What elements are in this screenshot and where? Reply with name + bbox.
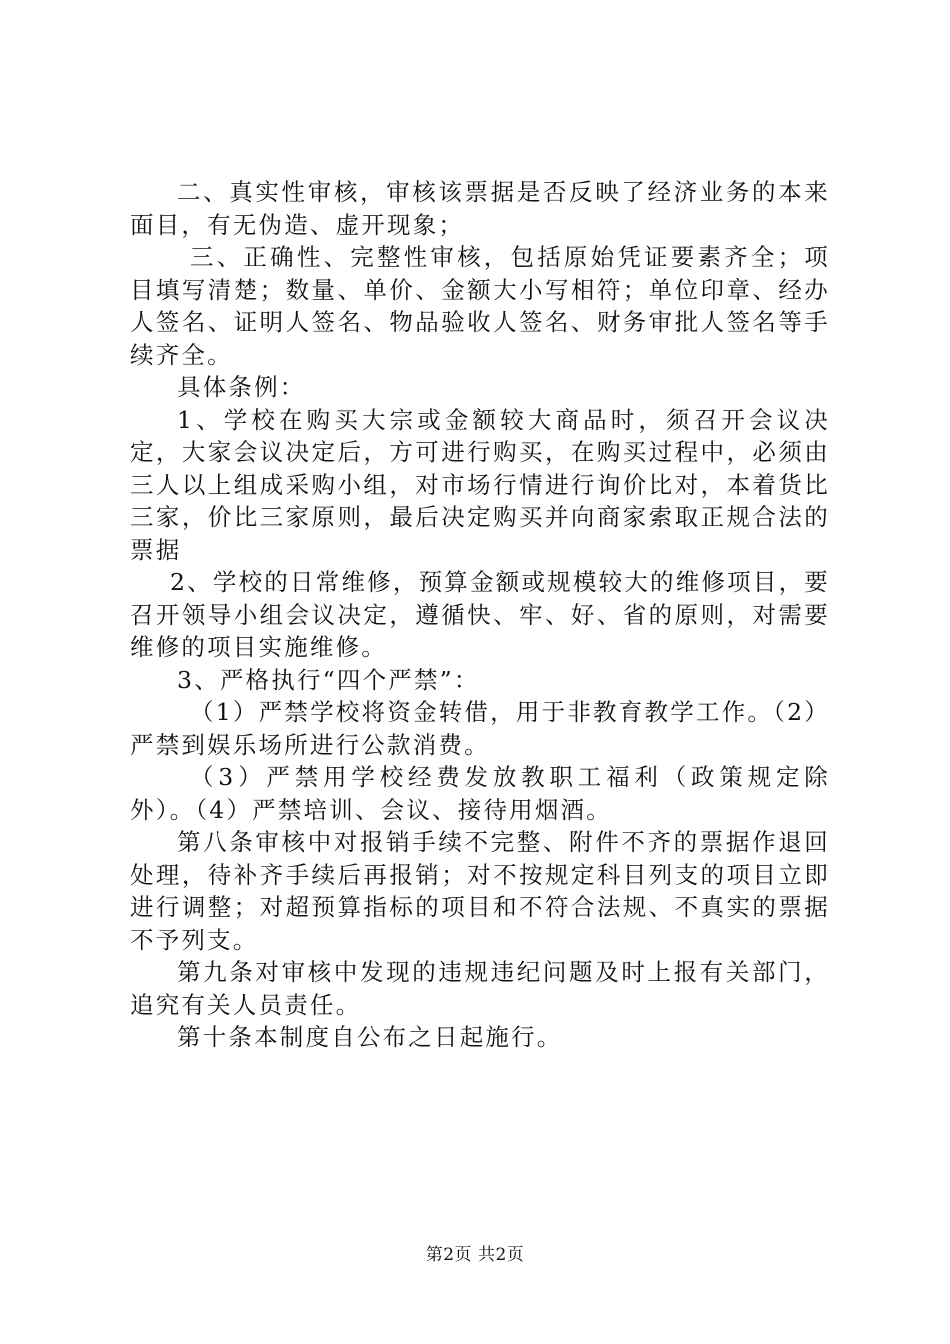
paragraph-rule-1-purchasing: 1、学校在购买大宗或金额较大商品时，须召开会议决定，大家会议决定后，方可进行购买，在购买过程中，必须由三人以上组成采购小组，对市场行情进行询价比对，本着货比三家，价比三家原则，最后决定购买并向商家索取正规合法的票据 xyxy=(130,405,830,564)
paragraph-article-10: 第十条本制度自公布之日起施行。 xyxy=(177,1023,563,1051)
paragraph-rule-2-maintenance: 2、学校的日常维修，预算金额或规模较大的维修项目，要召开领导小组会议决定，遵循快、牢、好、省的原则，对需要维修的项目实施维修。 xyxy=(130,568,830,661)
paragraph-prohibitions-3-4: （3）严禁用学校经费发放教职工福利（政策规定除外）。（4）严禁培训、会议、接待用烟酒。 xyxy=(130,763,830,824)
paragraph-article-9: 第九条对审核中发现的违规违纪问题及时上报有关部门，追究有关人员责任。 xyxy=(130,958,830,1019)
paragraph-correctness-review: 三、正确性、完整性审核，包括原始凭证要素齐全；项目填写清楚；数量、单价、金额大小写相符；单位印章、经办人签名、证明人签名、物品验收人签名、财务审批人签名等手续齐全。 xyxy=(130,243,830,369)
paragraph-prohibitions-1-2: （1）严禁学校将资金转借，用于非教育教学工作。（2）严禁到娱乐场所进行公款消费。 xyxy=(130,698,830,759)
paragraph-authenticity-review: 二、真实性审核，审核该票据是否反映了经济业务的本来面目，有无伪造、虚开现象； xyxy=(130,178,830,239)
paragraph-specific-rules-heading: 具体条例： xyxy=(177,373,306,401)
page-number-footer: 第2页 共2页 xyxy=(425,1245,525,1265)
document-body xyxy=(130,176,830,1054)
paragraph-article-8: 第八条审核中对报销手续不完整、附件不齐的票据作退回处理，待补齐手续后再报销；对不按规定科目列支的项目立即进行调整；对超预算指标的项目和不符合法规、不真实的票据不予列支。 xyxy=(130,828,830,954)
paragraph-rule-3-four-prohibitions: 3、严格执行“四个严禁”： xyxy=(177,665,480,694)
